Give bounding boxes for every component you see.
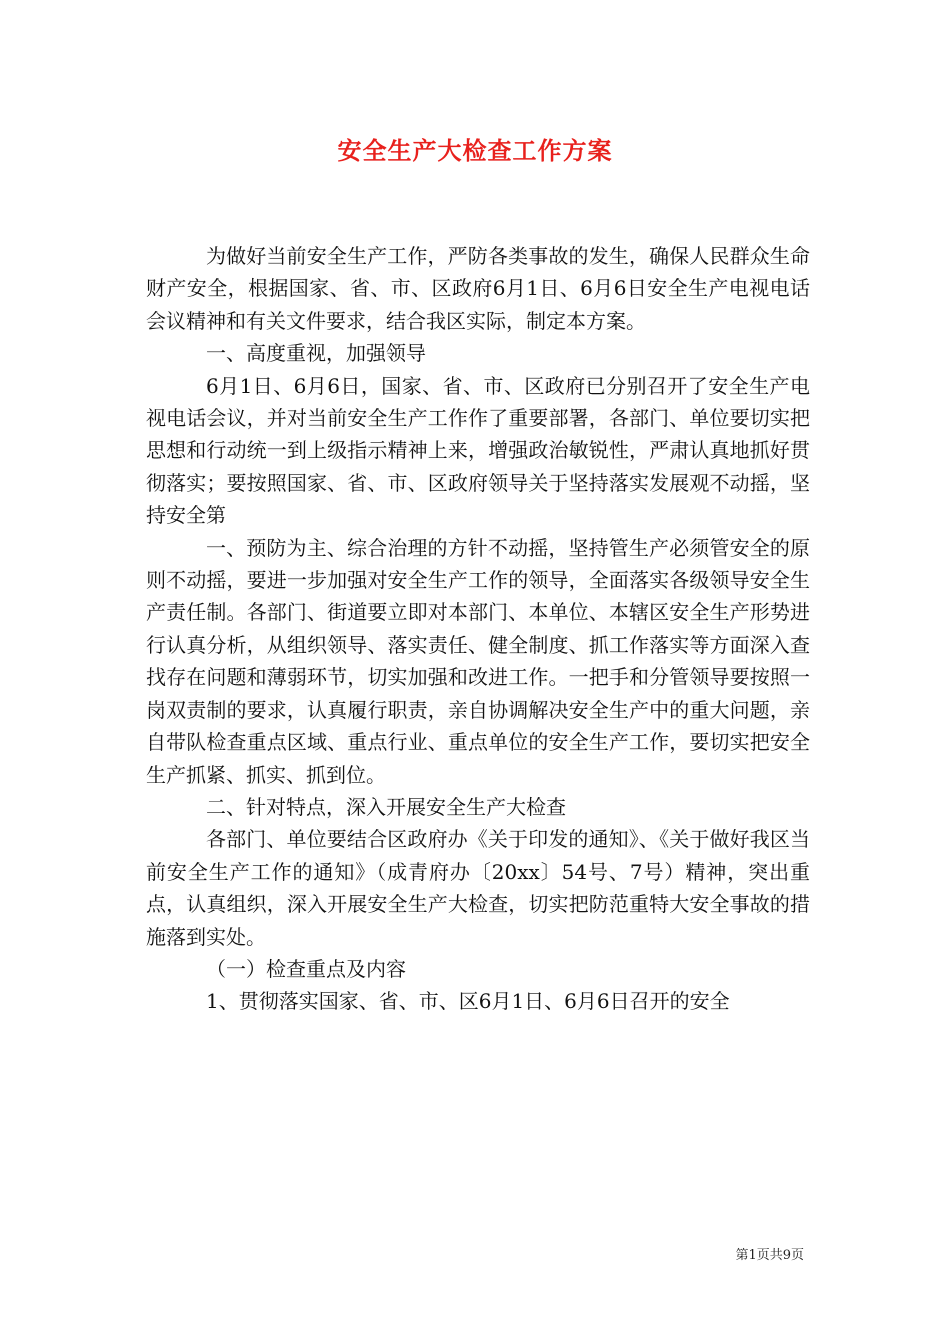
document-title: 安全生产大检查工作方案: [337, 136, 613, 165]
subsection-heading-1: （一）检查重点及内容: [206, 956, 406, 981]
list-item-1: 1、贯彻落实国家、省、市、区6月1日、6月6日召开的安全: [206, 989, 730, 1014]
page-number: 第1页共9页: [735, 1248, 804, 1263]
section-heading-2: 二、针对特点，深入开展安全生产大检查: [206, 794, 566, 819]
paragraph-intro: 为做好当前安全生产工作，严防各类事故的发生，确保人民群众生命财产安全，根据国家、省、市、区政府6月1日、6月6日安全生产电视电话会议精神和有关文件要求，结合我区实际，制定本方案。: [146, 244, 810, 333]
paragraph-section-1-cont: 一、预防为主、综合治理的方针不动摇，坚持管生产必须管安全的原则不动摇，要进一步加强对安全生产工作的领导，全面落实各级领导安全生产责任制。各部门、街道要立即对本部门、本单位、本辖区安全生产形势进行认真分析，从组织领导、落实责任、健全制度、抓工作落实等方面深入查找存在问题和薄弱环节，切实加强和改进工作。一把手和分管领导要按照一岗双责制的要求，认真履行职责，亲自协调解决安全生产中的重大问题，亲自带队检查重点区域、重点行业、重点单位的安全生产工作，要切实把安全生产抓紧、抓实、抓到位。: [146, 535, 810, 787]
paragraph-section-2: 各部门、单位要结合区政府办《关于印发的通知》、《关于做好我区当前安全生产工作的通知》（成青府办〔20xx〕54号、7号）精神，突出重点，认真组织，深入开展安全生产大检查，切实把防范重特大安全事故的措施落到实处。: [146, 827, 810, 949]
section-heading-1: 一、高度重视，加强领导: [206, 341, 426, 366]
document-body: [146, 240, 810, 1018]
paragraph-section-1: 6月1日、6月6日，国家、省、市、区政府已分别召开了安全生产电视电话会议，并对当前安全生产工作作了重要部署，各部门、单位要切实把思想和行动统一到上级指示精神上来，增强政治敏锐性，严肃认真地抓好贯彻落实；要按照国家、省、市、区政府领导关于坚持落实发展观不动摇，坚持安全第: [146, 373, 810, 528]
